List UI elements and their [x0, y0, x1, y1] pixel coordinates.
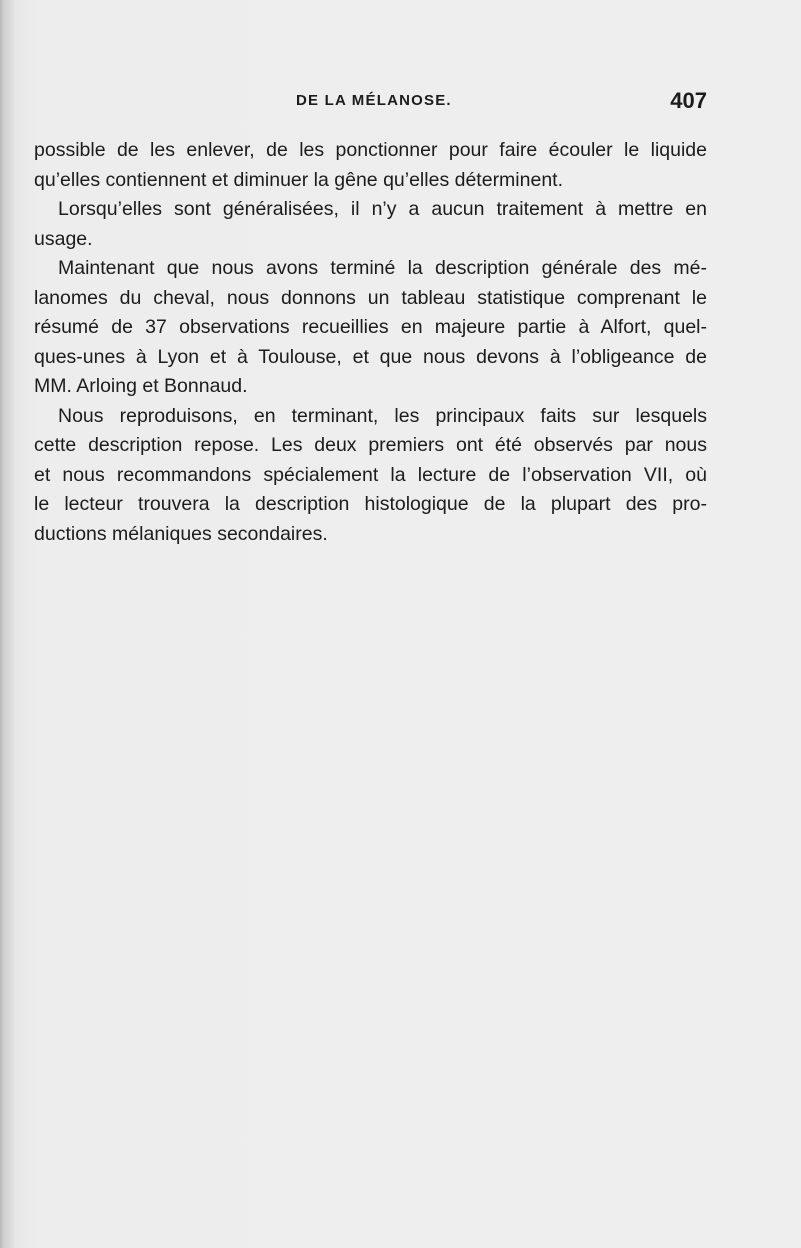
text-line: qu’elles contiennent et diminuer la gêne qu’elles déterminent. [34, 168, 564, 191]
binding-edge [0, 0, 14, 1248]
text-line: usage. [34, 227, 93, 250]
text-line: Nous reproduisons, en terminant, les principaux faits sur lesquels [58, 404, 707, 427]
page-number: 407 [670, 88, 707, 113]
text-line: et nous recommandons spécialement la lecture de l’observation VII, où [34, 463, 707, 486]
text-line: MM. Arloing et Bonnaud. [34, 375, 248, 397]
running-title: DE LA MÉLANOSE. [296, 92, 452, 109]
text-line: résumé de 37 observations recueillies en majeure partie à Alfort, quel- [34, 316, 707, 338]
text-line: ques-unes à Lyon et à Toulouse, et que nous devons à l’obligeance de [34, 345, 707, 368]
text-line: Lorsqu’elles sont généralisées, il n’y a aucun traitement à mettre en [58, 198, 707, 220]
text-line: ductions mélaniques secondaires. [34, 522, 328, 545]
body-text [34, 136, 707, 549]
text-line: possible de les enlever, de les ponctionner pour faire écouler le liquide [34, 139, 707, 161]
text-line: cette description repose. Les deux premiers ont été observés par nous [34, 434, 707, 456]
text-line: Maintenant que nous avons terminé la description générale des mé- [58, 257, 707, 279]
text-line: le lecteur trouvera la description histologique de la plupart des pro- [34, 493, 707, 515]
text-line: lanomes du cheval, nous donnons un tableau statistique comprenant le [34, 286, 707, 309]
running-head [34, 88, 707, 118]
